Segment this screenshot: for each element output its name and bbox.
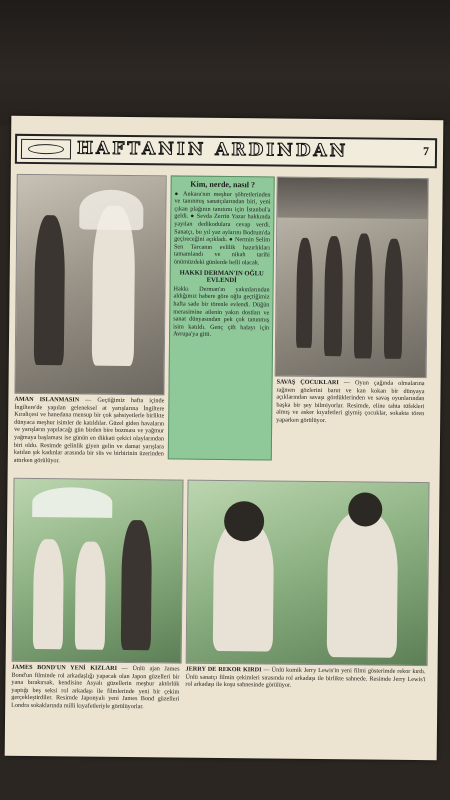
page-banner (15, 134, 437, 168)
magazine-page (5, 116, 444, 760)
war-body: — Oyun çağında olmalarına rağmen gözlerini barut ve kan kokan bir dünyaya açıklarından savaşı gördüklerinden ve savaş oyunlarından başka bir şey bilmiyorlar. Resimde, eline tahta tüfekleri almış ve asker kıyafetleri giymiş çocuklar, sokakta tören yaparken görülüyor. (276, 379, 425, 425)
gossip-subtitle: HAKKI DERMAN'IN OĞLU EVLENDİ (179, 269, 264, 285)
war-children-photo (275, 177, 429, 379)
background-wood-top (0, 0, 450, 125)
war-title: SAVAŞ ÇOCUKLARI (276, 378, 339, 387)
war-caption (276, 379, 425, 463)
jerry-body: — Ünlü komik Jerry Lewis'in yeni filmi gösterimde rekor kırdı. Ünlü sanatçı filmin çekimleri sırasında rol arkadaşı ile birlikte sahnede. Resimde Jerry Lewis'i rol arkadaşı ile koşu sahnesinde görülüyor. (185, 666, 426, 689)
page-title: HAFTANIN ARDINDAN (76, 138, 349, 162)
bond-title: JAMES BOND'UN YENİ KIZLARI (11, 663, 118, 672)
wedding-title: AMAN ISLANMASIN (14, 395, 80, 404)
jerry-caption (185, 666, 426, 755)
jerry-lewis-photo (186, 480, 430, 667)
wedding-photo (14, 174, 166, 396)
gossip-body: ● Ankara'nın meşhur şöhretlerinden ve tanınmış sanatçılarından biri, yeni çıkan plağının tanıtımı için İstanbul'a geldi. ● Sevda Zerrin Yazar hakkında yayılan dedikodulara cevap verdi. Sanatçı, bu yıl yaz aylarını Bodrum'da geçireceğini açıkladı. ● Nermin Selim Sen Tarcanın evlilik hazırlıkları tamamlandı ve nikah tarihi önümüzdeki günlerde belli olacak. (173, 190, 271, 267)
bond-body: — Ünlü ajan James Bond'un filminde rol arkadaşlığı yapacak olan Japon güzelleri bir yana bırakırsak, kendisine Asyalı güzellerin meşhur aktörlük yaptığı beş seksi rol arkadaşı ile filmlerinde yeni bir çekim gerçekleştirdiler. Resimde Japonyalı yeni James Bond güzelleri Londra sokaklarında milli kıyafetleriyle görülüyorlar. (11, 664, 180, 711)
wedding-body: — Geçtiğimiz hafta içinde İngiltere'de yapılan geleneksel at yarışlarına İngiltere Kıraliçesi ve hanedana mensup bir çok şahsiyetlerle birlikte dünyaca meşhur isimler de katıldılar. Güzel giden havaların ve yarışların yapılacağı gün birden bire bozması ve yağmur yağmaya başlaması ise günün en dikkati çekici olaylarından biri oldu. Resimde gelinlik giyen gelin ve damat yarışlara katılan şık kadınlar arasında bir süs ve birbirinin üzerinden attırken görülüyor. (13, 396, 165, 465)
bond-caption (11, 664, 180, 752)
jerry-title: JERRY DE REKOR KIRDI (185, 665, 262, 674)
bond-girls-photo (12, 478, 184, 664)
wedding-caption (14, 396, 165, 472)
page-number: 7 (422, 144, 430, 159)
ornament-icon (21, 139, 71, 160)
gossip-column (168, 175, 275, 460)
gossip-sub-body: Hakkı Derman'ın yakınlarından aldığımız habere göre oğlu geçtiğimiz hafta sade bir törenle evlendi. Düğün merasimine ailenin yakın dostları ve sanat dünyasından pek çok tanınmış isim katıldı. Genç çift balayı için Avrupa'ya gitti. (173, 285, 270, 339)
gossip-title: Kim, nerde, nasıl ? (190, 179, 256, 190)
